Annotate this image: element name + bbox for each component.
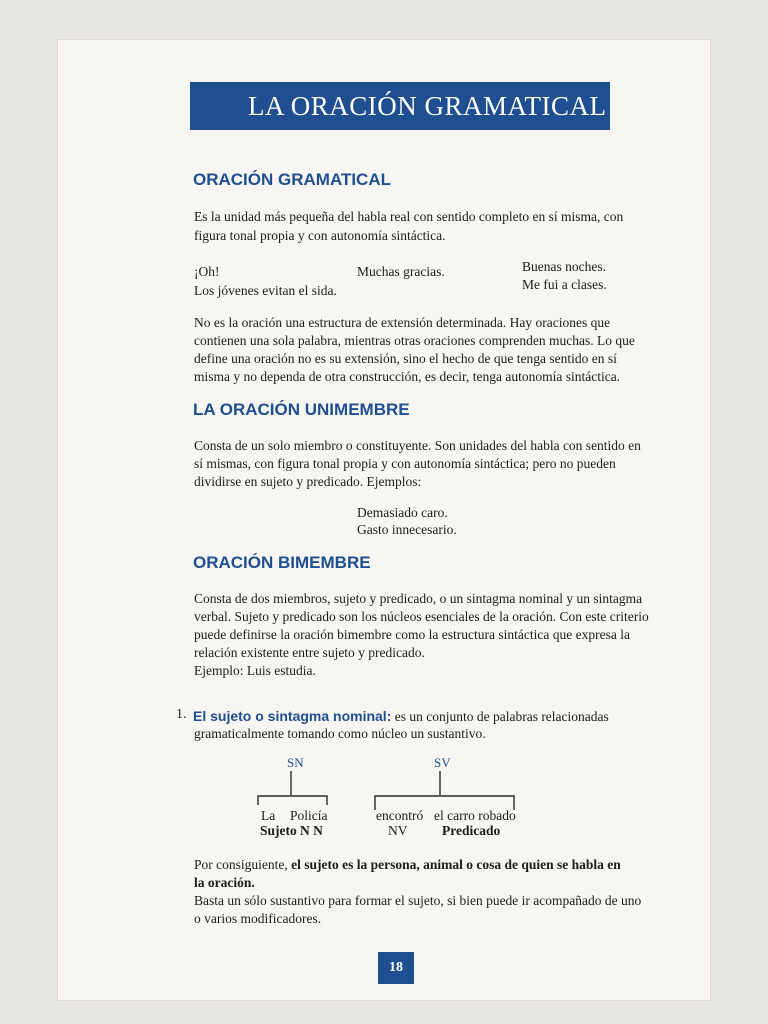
example-noches: Buenas noches.	[522, 259, 606, 274]
intro-line-1: Es la unidad más pequeña del habla real con sentido completo en sí misma, con	[194, 209, 624, 224]
page-number-badge	[378, 952, 414, 984]
word-encontro: encontró	[376, 808, 424, 823]
list-number: 1.	[176, 707, 187, 722]
bimembre-example: Ejemplo: Luis estudia.	[194, 663, 316, 678]
heading-oracion-bimembre: ORACIÓN BIMEMBRE	[193, 553, 371, 572]
sujeto-text-2: gramaticalmente tomando como núcleo un sustantivo.	[194, 726, 486, 741]
example-oh: ¡Oh!	[194, 264, 220, 279]
para-line-3: define una oración no es su extensión, sino el hecho de que tenga sentido en sí	[194, 351, 617, 366]
sujeto-title: El sujeto o sintagma nominal:	[193, 708, 392, 724]
example-clases: Me fui a clases.	[522, 277, 607, 292]
unimembre-line-3: dividirse en sujeto y predicado. Ejemplos:	[194, 474, 422, 489]
page-title: LA ORACIÓN GRAMATICAL	[248, 90, 607, 121]
conclusion-bold-1: el sujeto es la persona, animal o cosa de quien se habla en	[291, 857, 621, 872]
bimembre-line-3: puede definirse la oración bimembre como la estructura sintáctica que expresa la	[194, 627, 630, 642]
para-line-2: contienen una sola palabra, mientras otras oraciones comprenden muchas. Lo que	[194, 333, 635, 348]
bimembre-line-4: relación existente entre sujeto y predicado.	[194, 645, 425, 660]
heading-oracion-unimembre: LA ORACIÓN UNIMEMBRE	[193, 400, 410, 419]
label-nn: N N	[300, 823, 323, 838]
bimembre-line-2: verbal. Sujeto y predicado son los núcleos esenciales de la oración. Con este criterio	[194, 609, 649, 624]
label-predicado: Predicado	[442, 823, 501, 838]
unimembre-example-2: Gasto innecesario.	[357, 522, 457, 537]
label-sujeto: Sujeto	[260, 823, 297, 838]
word-la: La	[261, 808, 276, 823]
conclusion-bold-2: la oración.	[194, 875, 255, 890]
word-policia: Policía	[290, 808, 328, 823]
conclusion-pre: Por consiguiente,	[194, 857, 292, 872]
intro-line-2: figura tonal propia y con autonomía sintáctica.	[194, 228, 446, 243]
sujeto-text-1: es un conjunto de palabras relacionadas	[391, 709, 609, 724]
example-jovenes: Los jóvenes evitan el sida.	[194, 283, 337, 298]
page-number: 18	[389, 960, 403, 975]
bimembre-line-1: Consta de dos miembros, sujeto y predicado, o un sintagma nominal y un sintagma	[194, 591, 643, 606]
label-sv: SV	[434, 755, 451, 770]
unimembre-line-1: Consta de un solo miembro o constituyente. Son unidades del habla con sentido en	[194, 438, 641, 453]
label-sn: SN	[287, 755, 304, 770]
example-gracias: Muchas gracias.	[357, 264, 445, 279]
para-line-1: No es la oración una estructura de extensión determinada. Hay oraciones que	[194, 315, 611, 330]
para-line-4: misma y no dependa de otra construcción, es decir, tenga autonomía sintáctica.	[194, 369, 621, 384]
label-nv: NV	[388, 823, 408, 838]
conclusion-line-3: Basta un sólo sustantivo para formar el sujeto, si bien puede ir acompañado de uno	[194, 893, 642, 908]
word-carro: el carro robado	[434, 808, 516, 823]
unimembre-line-2: sí mismas, con figura tonal propia y con autonomía sintáctica; pero no pueden	[194, 456, 616, 471]
unimembre-example-1: Demasiado caro.	[357, 505, 448, 520]
sn-bracket	[258, 796, 327, 805]
heading-oracion-gramatical: ORACIÓN GRAMATICAL	[193, 170, 391, 189]
conclusion-line-1	[194, 856, 621, 874]
conclusion-line-4: o varios modificadores.	[194, 911, 322, 926]
